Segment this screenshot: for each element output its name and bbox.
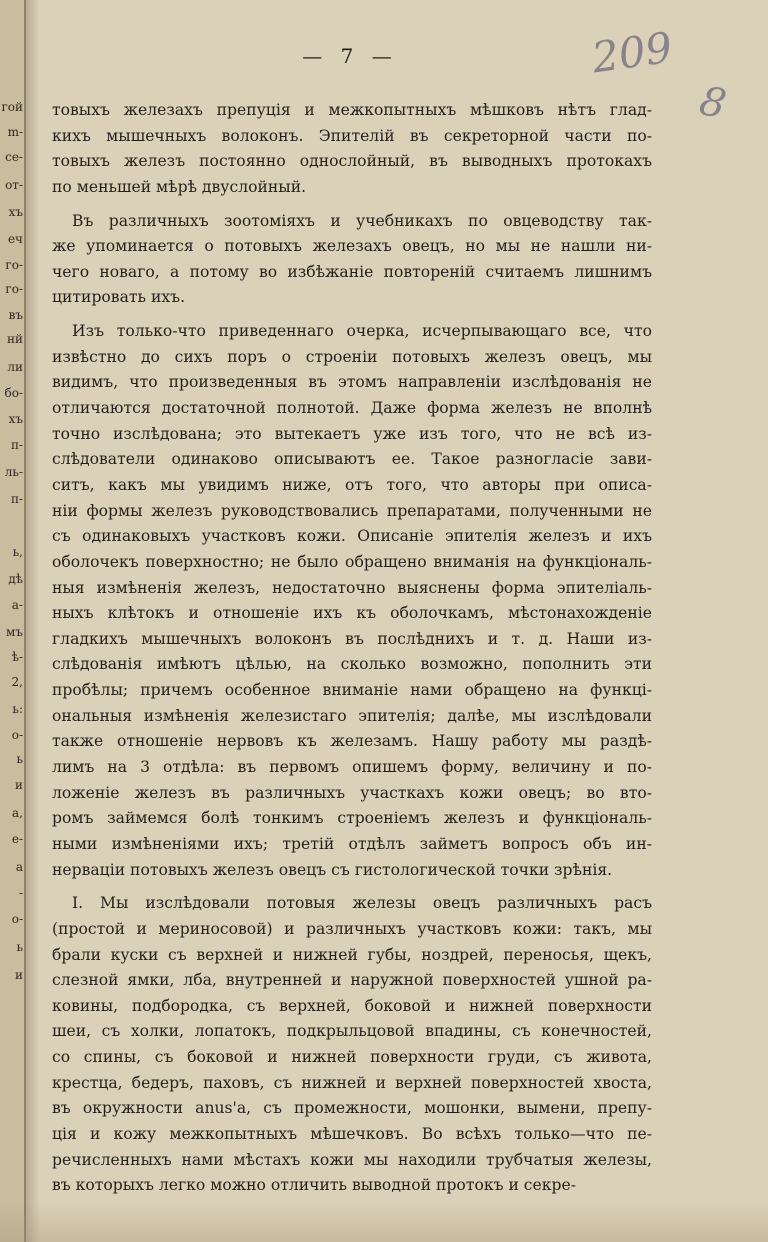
facing-page-fragment: дѣ: [8, 572, 23, 586]
facing-page-fragment: ь: [16, 752, 23, 766]
text-line: товыхъ железъ постоянно однослойный, въ выводныхъ протокахъ: [52, 152, 652, 171]
text-line: оболочекъ поверхностно; не было обращено вниманія на функціональ-: [52, 552, 652, 571]
facing-page-fragment: 2,: [11, 675, 23, 689]
text-line: шеи, съ холки, лопатокъ, подкрыльцовой впадины, съ конечностей,: [52, 1022, 652, 1041]
text-line: въ которыхъ легко можно отличить выводной протокъ и секре-: [52, 1176, 576, 1195]
facing-page-fragment: ѣ-: [11, 650, 23, 664]
text-line: крестца, бедеръ, паховъ, съ нижней и верхней поверхностей хвоста,: [52, 1073, 652, 1092]
facing-page-fragment: п-: [10, 438, 23, 452]
text-line: товыхъ железахъ препуція и межкопытныхъ мѣшковъ нѣтъ глад-: [52, 101, 652, 119]
facing-page-fragment: -: [18, 886, 23, 900]
facing-page-fragment: го-: [5, 258, 23, 272]
facing-page-fragment: ль-: [4, 465, 23, 479]
text-line: слѣдованія имѣютъ цѣлью, на сколько возможно, пополнить эти: [52, 655, 652, 674]
facing-page-fragment: ли: [7, 360, 23, 374]
page-bottom-shade: [0, 1202, 768, 1242]
text-line: ложеніе железъ въ различныхъ участкахъ кожи овецъ; во вто-: [52, 783, 652, 802]
facing-page-fragment: мъ: [6, 625, 23, 639]
facing-page-fragment: о-: [11, 728, 23, 742]
facing-page-fragment: е-: [11, 832, 23, 846]
page-number: — 7 —: [302, 44, 398, 68]
text-line: точно изслѣдована; это вытекаетъ уже изъ того, что не всѣ из-: [52, 424, 652, 443]
text-line: ніи формы железъ руководствовались препаратами, полученными не: [52, 501, 652, 520]
facing-page-fragment: а-: [11, 598, 23, 612]
text-line: ными измѣненіями ихъ; третій отдѣлъ займетъ вопросъ объ ин-: [52, 834, 652, 853]
text-line: отличаются достаточной полнотой. Даже форма железъ не вполнѣ: [52, 399, 652, 418]
facing-page-fragment: бо-: [4, 386, 23, 400]
facing-page-fragment: и: [15, 778, 23, 792]
text-line: (простой и мериносовой) и различныхъ участковъ кожи: такъ, мы: [52, 919, 652, 938]
facing-page-fragment: се-: [5, 150, 23, 164]
handwritten-note-number: 8: [695, 77, 730, 129]
text-line: гладкихъ мышечныхъ волоконъ въ послѣднихъ и т. д. Наши из-: [52, 629, 652, 648]
facing-page-fragment: от-: [5, 178, 23, 192]
facing-page-fragment: а: [15, 860, 23, 874]
facing-page-fragment: m-: [7, 125, 23, 139]
facing-page-fragment: ь:: [12, 702, 23, 716]
text-line: лимъ на 3 отдѣла: въ первомъ опишемъ форму, величину и по-: [52, 758, 652, 777]
facing-page-fragment: о-: [11, 912, 23, 926]
text-line: ковины, подбородка, съ верхней, боковой и нижней поверхности: [52, 996, 652, 1015]
body-text: [52, 98, 652, 1199]
text-line: ныхъ клѣтокъ и отношеніе ихъ къ оболочкамъ, мѣстонахожденіе: [52, 604, 652, 623]
text-line: съ одинаковыхъ участковъ кожи. Описаніе эпителія железъ и ихъ: [52, 527, 652, 546]
adjacent-page-edge: [0, 0, 26, 1242]
text-line: чего новаго, а потому во избѣжаніе повтореній считаемъ лишнимъ: [52, 262, 652, 281]
text-line: по меньшей мѣрѣ двуслойный.: [52, 177, 307, 196]
text-line: слезной ямки, лба, внутренней и наружной поверхностей ушной ра-: [52, 971, 652, 990]
facing-page-fragment: ь,: [12, 545, 23, 559]
text-line: брали куски съ верхней и нижней губы, ноздрей, переносья, щекъ,: [52, 945, 652, 964]
facing-page-fragment: го-: [5, 282, 23, 296]
facing-page-fragment: хъ: [8, 205, 23, 219]
handwritten-note-page-count: 209: [588, 22, 676, 83]
text-line: слѣдователи одинаково описываютъ ее. Такое разногласіе зави-: [52, 450, 652, 469]
gutter-shadow: [26, 0, 40, 1242]
facing-page-fragment: гой: [1, 100, 23, 114]
facing-page-fragment: хъ: [8, 412, 23, 426]
text-line: ситъ, какъ мы увидимъ ниже, отъ того, что авторы при описа-: [52, 475, 652, 494]
text-line: извѣстно до сихъ поръ о строеніи потовыхъ железъ овецъ, мы: [52, 347, 652, 366]
facing-page-fragment: а,: [12, 806, 23, 820]
text-line: ромъ займемся болѣ тонкимъ строеніемъ железъ и функціональ-: [52, 809, 652, 828]
text-line: Въ различныхъ зоотоміяхъ и учебникахъ по овцеводству так-: [72, 211, 652, 230]
text-line: видимъ, что произведенныя въ этомъ направленіи изслѣдованія не: [52, 373, 652, 392]
text-line: речисленныхъ нами мѣстахъ кожи мы находили трубчатыя железы,: [52, 1150, 652, 1169]
text-line: нерваціи потовыхъ железъ овецъ съ гистологической точки зрѣнія.: [52, 860, 613, 879]
facing-page-fragment: въ: [8, 308, 23, 322]
text-line: въ окружности anus'а, съ промежности, мошонки, вымени, препу-: [52, 1099, 652, 1118]
text-line: ональныя измѣненія железистаго эпителія; далѣе, мы изслѣдовали: [52, 706, 652, 725]
text-line: цитировать ихъ.: [52, 288, 186, 307]
text-line: ція и кожу межкопытныхъ мѣшечковъ. Во всѣхъ только—что пе-: [52, 1124, 652, 1143]
text-line: ныя измѣненія железъ, недостаточно выяснены форма эпителіаль-: [52, 578, 652, 597]
facing-page-fragment: ь: [16, 940, 23, 954]
facing-page-fragment: п-: [10, 492, 23, 506]
facing-page-fragment: и: [15, 968, 23, 982]
text-line: пробѣлы; причемъ особенное вниманіе нами обращено на функці-: [52, 681, 652, 700]
text-line: I. Мы изслѣдовали потовыя железы овецъ различныхъ расъ: [72, 894, 652, 913]
text-line: же упоминается о потовыхъ железахъ овецъ, но мы не нашли ни-: [52, 237, 652, 256]
facing-page-fragment: еч: [7, 232, 23, 246]
text-line: также отношеніе нервовъ къ железамъ. Нашу работу мы раздѣ-: [52, 732, 652, 751]
text-line: со спины, съ боковой и нижней поверхности груди, съ живота,: [52, 1048, 652, 1067]
text-line: кихъ мышечныхъ волоконъ. Эпителій въ секреторной части по-: [52, 126, 652, 145]
facing-page-fragment: нй: [7, 332, 23, 346]
text-line: Изъ только-что приведеннаго очерка, исчерпывающаго все, что: [72, 322, 652, 341]
